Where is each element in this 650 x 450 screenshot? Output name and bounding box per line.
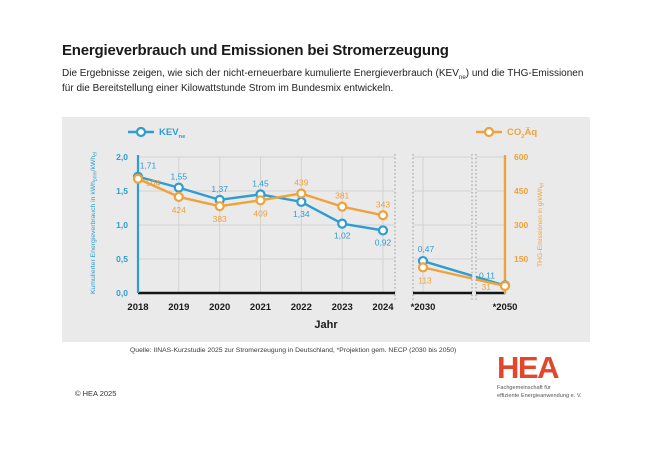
svg-text:2020: 2020 <box>209 302 231 313</box>
chart-panel <box>62 117 590 342</box>
copyright: © HEA 2025 <box>75 389 117 398</box>
svg-text:*2030: *2030 <box>410 302 436 313</box>
svg-text:383: 383 <box>212 214 227 225</box>
svg-text:343: 343 <box>375 199 391 210</box>
svg-text:Jahr: Jahr <box>314 319 338 331</box>
svg-text:0,5: 0,5 <box>116 254 128 265</box>
svg-text:Kumulierter Energieverbrauch i: Kumulierter Energieverbrauch in kWh$_{prim}$/kWh$_{el}$ <box>90 151 99 295</box>
source-note: Quelle: IINAS-Kurzstudie 2025 zur Stromerzeugung in Deutschland, *Projektion gem. NECP (2030 bis 2050) <box>130 347 457 354</box>
svg-text:2023: 2023 <box>331 302 353 313</box>
svg-text:2018: 2018 <box>127 302 149 313</box>
svg-text:1,02: 1,02 <box>333 230 351 241</box>
page-subtitle <box>62 66 607 96</box>
svg-text:1,37: 1,37 <box>211 183 228 194</box>
svg-text:2024: 2024 <box>372 302 394 313</box>
svg-text:2,0: 2,0 <box>116 152 128 163</box>
line-chart <box>62 117 590 342</box>
subtitle-text-line2: für die Bereitstellung einer Kilowattstunde Strom im Bundesmix entwickeln. <box>62 83 394 94</box>
svg-text:0,47: 0,47 <box>417 244 435 255</box>
svg-text:1,34: 1,34 <box>293 208 310 219</box>
subtitle-text: Die Ergebnisse zeigen, wie sich der nicht-erneuerbare kumulierte Energieverbrauch (KEV <box>62 68 459 79</box>
svg-text:300: 300 <box>514 220 529 231</box>
svg-text:1,45: 1,45 <box>252 178 269 189</box>
hea-logo <box>497 352 582 400</box>
svg-text:1,71: 1,71 <box>139 160 157 171</box>
svg-text:1,5: 1,5 <box>116 186 128 197</box>
svg-text:409: 409 <box>253 208 268 219</box>
svg-text:31: 31 <box>481 281 491 292</box>
svg-text:1,0: 1,0 <box>116 220 128 231</box>
svg-text:0,0: 0,0 <box>116 288 128 299</box>
svg-text:150: 150 <box>514 254 529 265</box>
legend-co2-label: $CO_2Äq$ <box>507 126 538 140</box>
svg-text:504: 504 <box>146 177 161 188</box>
legend-kev-label: $KEV_{ne}$ <box>159 126 186 140</box>
svg-text:113: 113 <box>418 275 432 286</box>
svg-text:450: 450 <box>514 186 529 197</box>
svg-text:2019: 2019 <box>168 302 190 313</box>
svg-text:2021: 2021 <box>249 302 272 313</box>
hea-logo-tagline: Fachgemeinschaft für effiziente Energieanwendung e. V. <box>497 385 582 399</box>
svg-text:2022: 2022 <box>290 302 312 313</box>
subtitle-text-mid: ) und die THG-Emissionen <box>465 68 584 79</box>
svg-text:1,55: 1,55 <box>170 171 188 182</box>
subtitle-subscript: ne <box>458 74 466 81</box>
svg-text:600: 600 <box>514 152 529 163</box>
svg-text:381: 381 <box>335 190 350 201</box>
svg-text:0,11: 0,11 <box>479 270 495 281</box>
svg-text:424: 424 <box>171 204 186 215</box>
svg-text:439: 439 <box>294 177 309 188</box>
svg-text:THG-Emissionen in g/kWhel: THG-Emissionen in g/kWh$_{el}$ <box>537 183 546 267</box>
svg-text:0,92: 0,92 <box>374 237 392 248</box>
page-title: Energieverbrauch und Emissionen bei Stromerzeugung <box>62 42 449 59</box>
svg-text:*2050: *2050 <box>492 302 518 313</box>
hea-logo-text: HEA <box>497 350 558 385</box>
